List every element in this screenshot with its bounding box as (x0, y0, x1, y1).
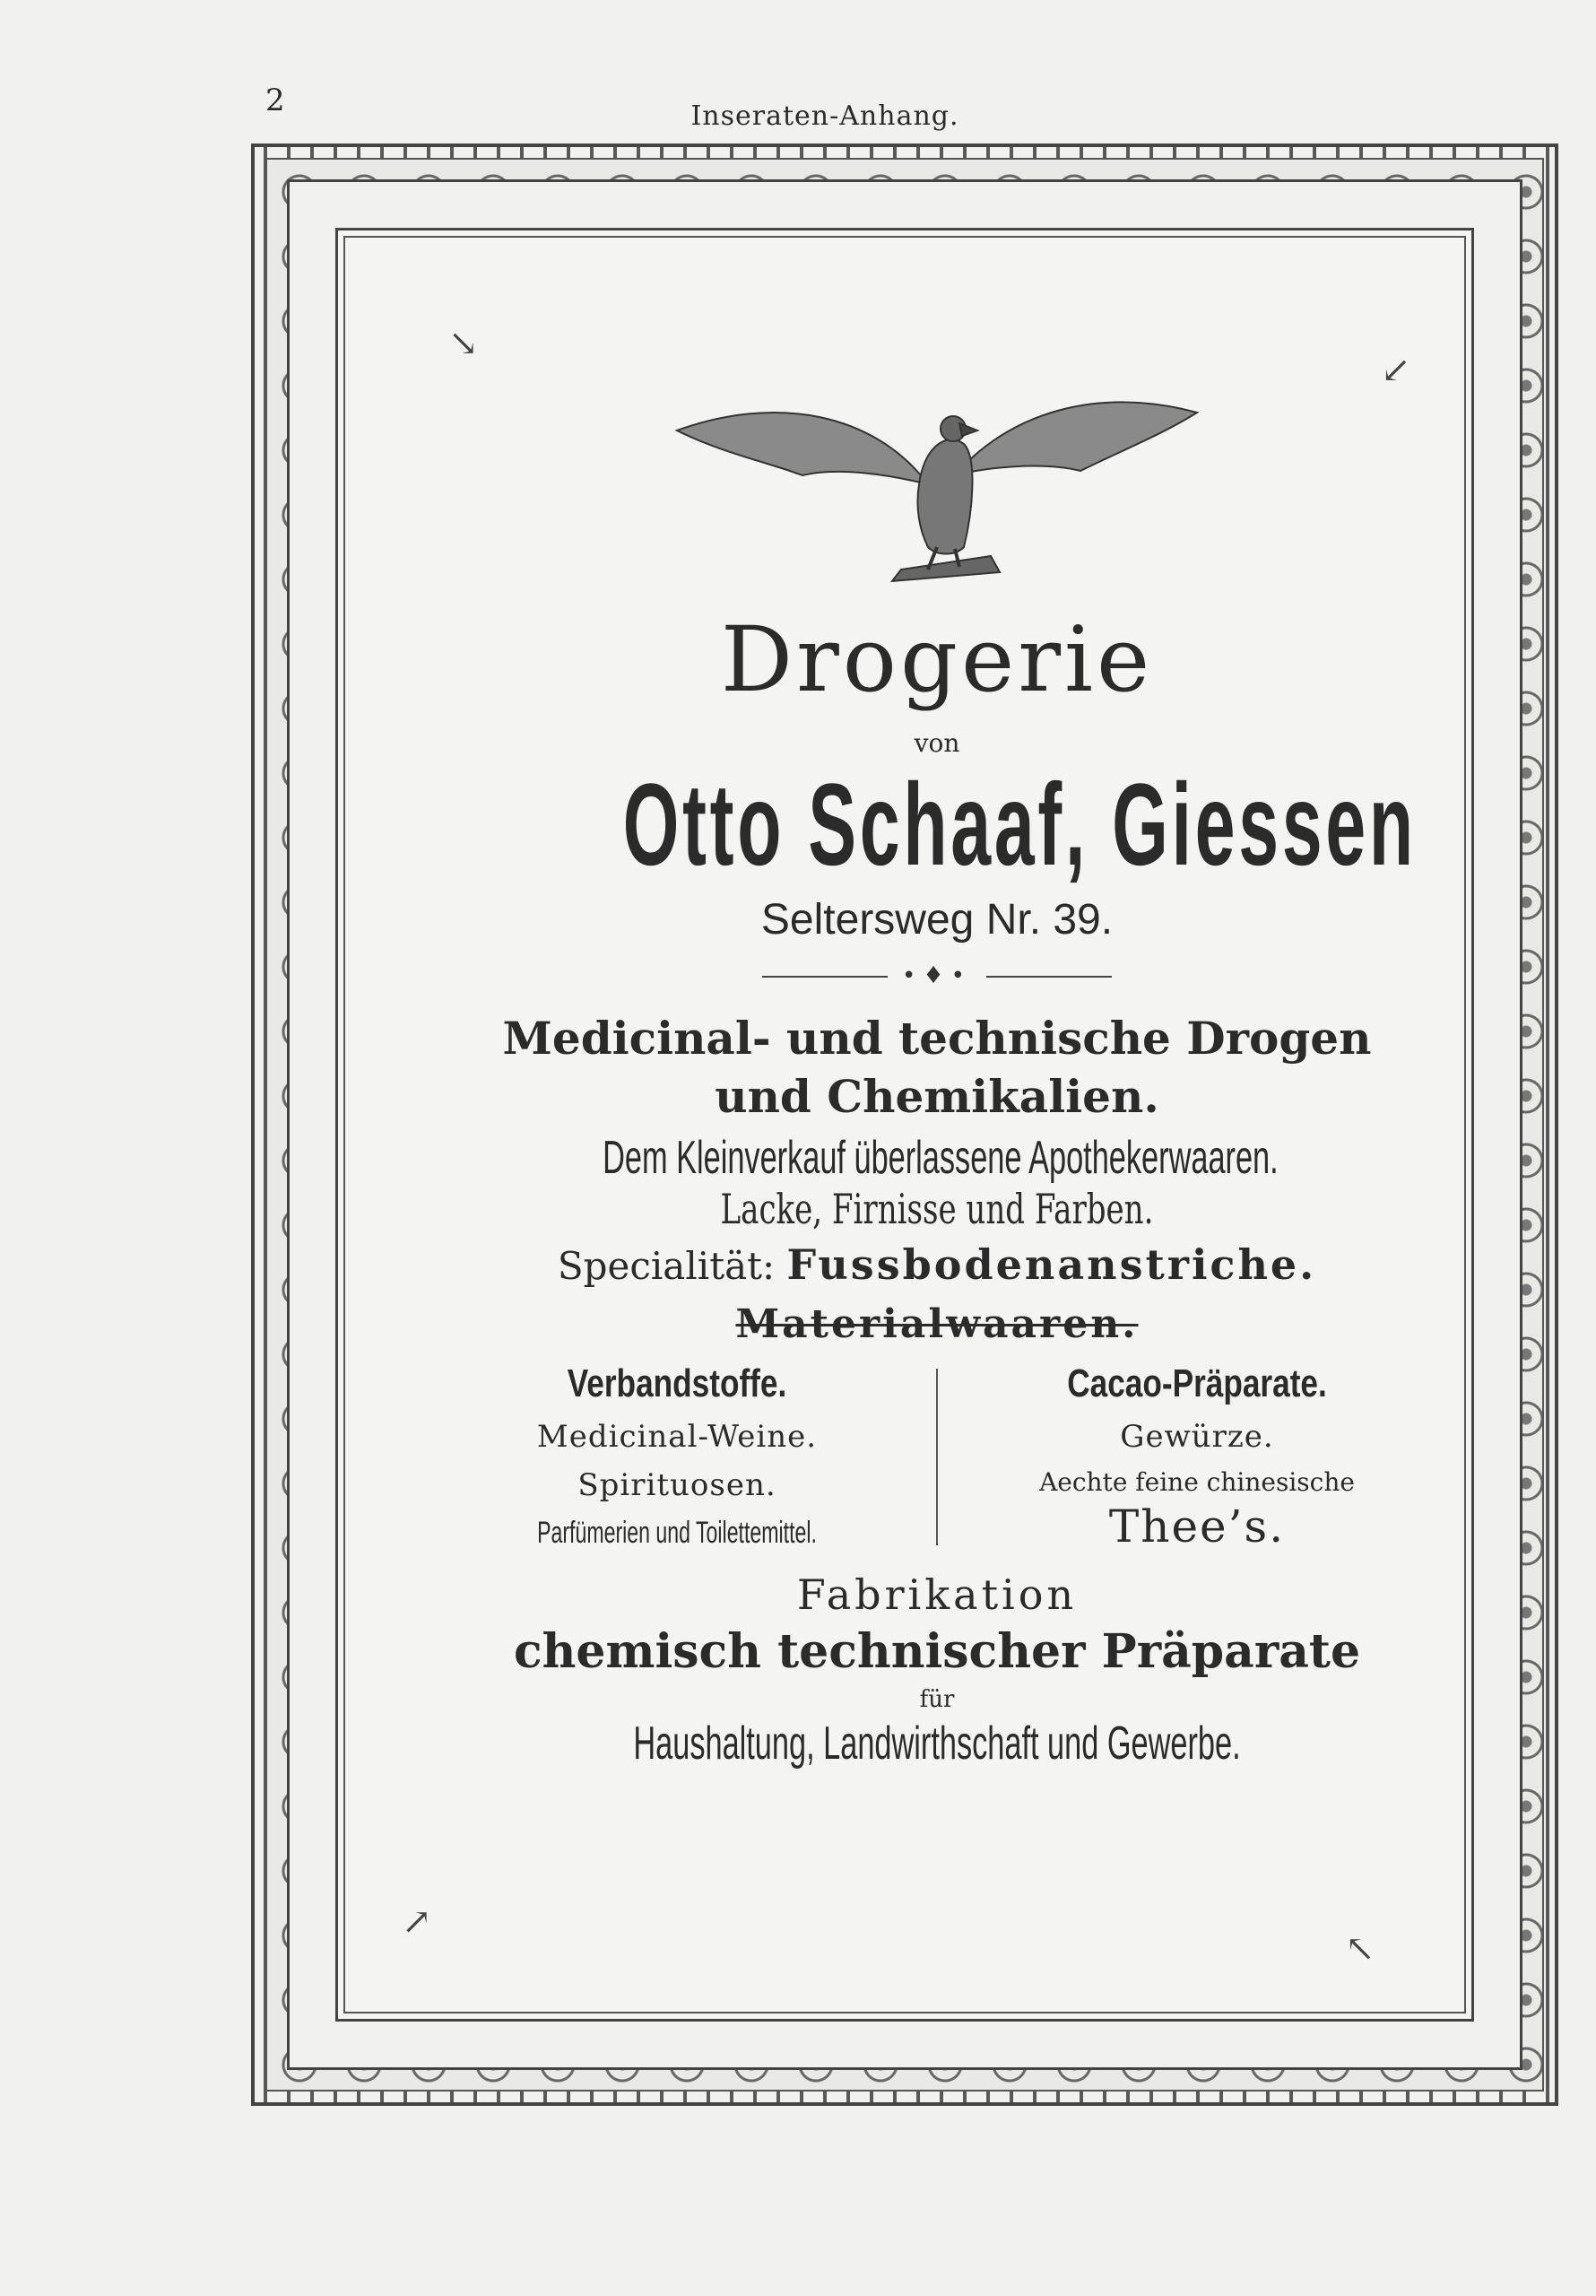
left-column-line-3: Parfümerien und Toilettemittel. (537, 1515, 817, 1550)
eagle-icon (668, 377, 1206, 592)
corner-arrow-bottom-left: ↗ (402, 1901, 432, 1943)
right-column-line-2: Aechte feine chinesische (1039, 1466, 1355, 1497)
headline-line-2: und Chemikalien. (715, 1069, 1159, 1123)
address: Seltersweg Nr. 39. (760, 895, 1114, 944)
right-column-heading: Cacao-Präparate. (1067, 1361, 1327, 1405)
right-column-line-1: Gewürze. (1120, 1418, 1274, 1455)
specialitaet-label: Specialität: (557, 1243, 776, 1288)
headline (430, 1009, 1444, 1126)
product-columns (430, 1361, 1444, 1552)
divider-glyph: •♦• (902, 961, 972, 989)
corner-arrow-top-right: ↙ (1381, 350, 1411, 391)
von-text: von (914, 728, 960, 758)
lacke-line: Lacke, Firnisse und Farben. (720, 1184, 1154, 1233)
corner-arrow-top-left: ↘ (448, 323, 479, 364)
corner-arrow-bottom-right: ↖ (1345, 1928, 1375, 1970)
kleinverkauf-line: Dem Kleinverkauf überlassene Apothekerwaaren. (603, 1131, 1279, 1184)
ornamental-divider (430, 962, 1444, 989)
materialwaaren-line: Materialwaaren. (735, 1300, 1139, 1347)
fuer-line: für (919, 1685, 955, 1713)
left-column (430, 1361, 924, 1552)
advertisement-content (430, 377, 1444, 1770)
running-head: Inseraten-Anhang. (690, 100, 959, 132)
column-divider (936, 1369, 938, 1545)
right-column (950, 1361, 1444, 1552)
chemisch-line: chemisch technischer Präparate (513, 1623, 1361, 1679)
specialitaet-value: Fussbodenanstriche. (786, 1239, 1317, 1289)
left-column-heading: Verbandstoffe. (567, 1361, 787, 1405)
page-number: 2 (265, 83, 285, 118)
fabrikation-line: Fabrikation (796, 1570, 1078, 1619)
left-column-line-2: Spirituosen. (577, 1466, 776, 1503)
company-name: Otto Schaaf, Giessen (622, 759, 1417, 890)
left-column-line-1: Medicinal-Weine. (536, 1418, 818, 1455)
title: Drogerie (720, 607, 1154, 712)
specialitaet-line (430, 1240, 1444, 1289)
right-column-line-3: Thee’s. (1108, 1500, 1286, 1552)
headline-line-1: Medicinal- und technische Drogen (502, 1011, 1372, 1065)
haushaltung-line: Haushaltung, Landwirthschaft und Gewerbe. (633, 1717, 1241, 1770)
